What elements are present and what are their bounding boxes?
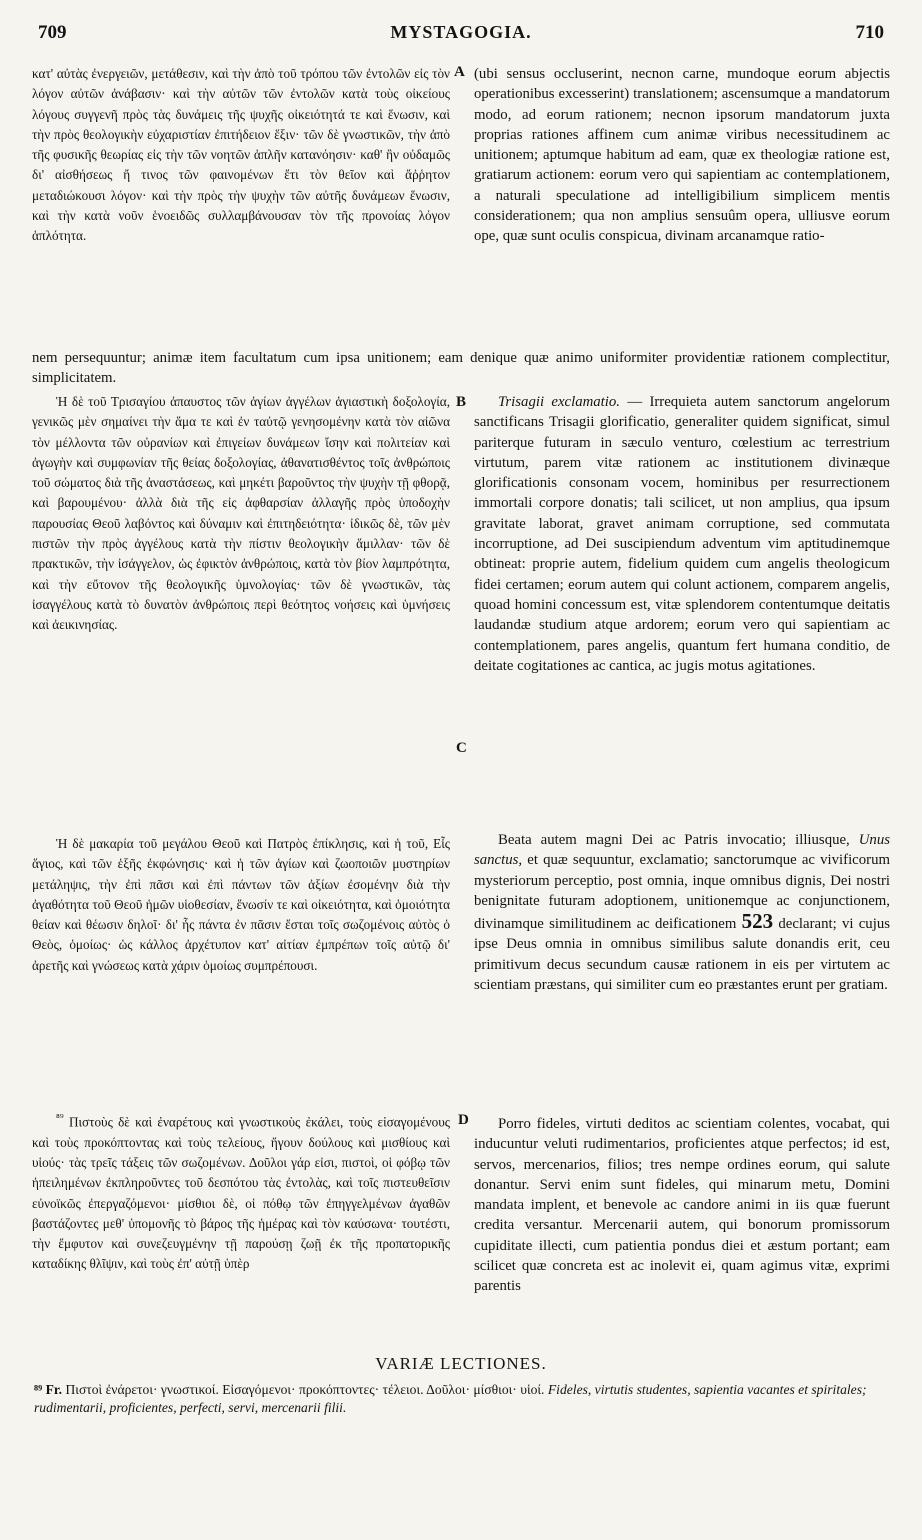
variae-lectiones-heading: VARIÆ LECTIONES. [375,1354,547,1373]
latin-paragraph: Porro fideles, virtuti deditos ac scientiam colentes, vocabat, qui inducuntur veluti rudimentarios, proficientes atque perfectos; id est, servos, mercenarios, filios; tres nempe ordines eorum, qui salute donantur. Servi enim sunt fideles, qui minarum metu, Domini mandata implent, et benevole ac candore animi in iis quæ fuerunt credita versantur. Mercenarii autem, qui bonorum promissorum cupiditate illecti, cum patientia pondus diei et æstum portant; eam scilicet quæ concreta est ac inolevit ei, quam agimus vitæ, exprimi parentis [474,1116,890,1295]
greek-paragraph: Ἡ δὲ μακαρία τοῦ μεγάλου Θεοῦ καὶ Πατρὸς ἐπίκλησις, καὶ ἡ τοῦ, Εἷς ἅγιος, καὶ τῶν ἑξῆς ἐκφώνησις· καὶ ἡ τῶν ἁγίων καὶ ζωοποιῶν μυστηρίων μετάληψις, τὴν ἐπὶ πᾶσι καὶ ἐπὶ πάντων τῶν ἀξίων ἐσομένην διὰ τὴν ἀγαθότητα τοῦ Θεοῦ ἡμῶν υἱοθεσίαν, ἕνωσίν τε καὶ οἰκειότητα, καὶ ὁμοιότητα θείαν καὶ θέωσιν δηλοῖ· δι' ἧς πάντα ἐν πᾶσιν ἔσται τοῖς σωζομένοις αὐτὸς ὁ Θεὸς, ὁμοίως· ὡς κάλλος ἀρχέτυπον κατ' αἰτίαν ἐμπρέπων τοῖς αὐτῷ δι' ἀρετῆς καὶ γνώσεως κατὰ χάριν ὁμοίως συμπρέπουσι. [32,836,450,973]
footnote-mark: ⁸⁹ [34,1382,43,1397]
full-width-continuation: nem persequuntur; animæ item facultatum cum ipsa unitionem; eam denique quæ animo uniformiter providentiæ rationem complectitur, simplicitatem. [32,350,890,387]
page-number-left: 709 [38,22,67,43]
section-title: Trisagii exclamatio. [498,394,620,410]
margin-marker-d: D [458,1112,469,1128]
latin-paragraph: (ubi sensus occluserint, necnon carne, mundoque eorum abjectis operationibus excesserint) translationem; ascensumque a mandatorum modo, ad eorum rationem; necnon ipsorum mandatorum juxta proprias rationes affinem cum animæ viribus necessitudinem ac unitionem; aptumque habitum ad eam, quæ ex theologiæ ratione est, gratiarum actionem: eorum vero qui sapientiam ac contemplationem, a naturali speculatione ad intelligibilium simplicem mentis considerationem; qua non amplius sensuûm opera, ulliusve eorum ope, quæ sunt oculis conspicua, divinam arcanamque ratio- [474,66,890,245]
margin-marker-c: C [456,740,467,756]
latin-text: — Irrequieta autem sanctorum angelorum sanctificans Trisagii glorificatio, generaliter quidem significat, simul pariterque futuram in sæculo venturo, cœlestium ac terrestrium virtutum, parem vitæ rationem ac institutionem divinæque glorificationis consonam vocem, hominibus per resurrectionem immortali corpore donatis; tali scilicet, ut non amplius, qua ipsum gravitate laborat, gravet animam corruptione, sed commutata incorruptione, ad Dei suscipiendum adventum vim aptitudinemque obtineat: proprie autem, fidelium quidem cum angelis theologicum fidei certamen; eorum autem qui colunt actionem, comparem angelis, quoad homini concessum est, vitæ splendorem contentumque deitatis laudandæ studium atque ardorem; eorum vero qui sapientiam ac contemplationem, pares angelis, quantum fert humana conditio, de deitate cogitationes ac cantica, ac jugis motus agitationes. [474,394,890,674]
footnote-label: Fr. [45,1382,63,1397]
footnote-latin: Fideles, virtutis studentes, sapientia vacantes et spiritales; rudimentarii, proficientes, perfecti, servi, mercenarii filii. [34,1382,867,1415]
latin-column-block-4 [474,1114,890,1297]
margin-marker-a: A [454,64,465,80]
footnote-greek: Πιστοὶ ἐνάρετοι· γνωστικοί. Εἰσαγόμενοι· προκόπτοντες· τέλειοι. Δοῦλοι· μίσθιοι· υἱοί. [65,1382,545,1397]
latin-column-block-2 [474,392,890,676]
latin-paragraph: Beata autem magni Dei ac Patris invocatio; illiusque, Unus sanctus, et quæ sequuntur, exclamatio; sanctorumque ac vivificorum mysteriorum perceptio, post omnia, inque omnibus dignis, Dei nostri benignitate futuram adoptionem, unitionemque ac conjunctionem, divinamque similitudinem ac deificationem 523 declarant; vi cujus ipse Deus omnia in omnibus similibus salute donandis erit, ceu primitivum decus secundum causæ rationem in eis per virtutem ac scientiam præstans, qui similiter cum eo præstantes erunt per gratiam. [474,832,890,994]
greek-column-block-3 [32,834,450,976]
italic-phrase: Unus sanctus, [474,832,890,869]
greek-paragraph: Ἡ δὲ τοῦ Τρισαγίου ἀπαυστος τῶν ἁγίων ἀγγέλων ἁγιαστικὴ δοξολογία, γενικῶς μὲν σημαίνει τὴν ἅμα τε καὶ ἐν ταὐτῷ γενησομένην κατὰ τὸν αἰῶνα τὸν μέλλοντα τῶν οὐρανίων καὶ ἐπιγείων δυνάμεων ἴσην καὶ πολιτείαν καὶ ἀγωγὴν καὶ συμφωνίαν τῆς θείας δοξολογίας, ἀθανατισθέντος τοῖς ἀνθρώποις τοῦ σώματος διὰ τῆς ἀναστάσεως, καὶ μηκέτι βαροῦντος τὴν ψυχὴν τῇ φθορᾷ, καὶ βαρουμένου· ἀλλὰ διὰ τῆς εἰς ἀφθαρσίαν ἀλλαγῆς πρὸς ὑποδοχὴν παρουσίας Θεοῦ λαβόντος καὶ δύναμιν καὶ ἐπιτηδειότητα· ἰδικῶς δὲ, τῶν μὲν πιστῶν τὴν πρὸς ἀγγέλους κατὰ τὴν πίστιν θεολογικὴν ἅμιλλαν· τῶν δὲ πρακτικῶν, τὴν ἰσάγγελον, ὡς ἐφικτὸν ἀνθρώποις, κατὰ τὸν βίον λαμπρότητα, καὶ τὴν εὔτονον τῆς θεολογικῆς ὑμνολογίας· τῶν δὲ γνωστικῶν, τὰς ἰσαγγέλους κατὰ τὸ δυνατὸν ἀνθρώποις περὶ θεότητος νοήσεις καὶ ὑμνήσεις καὶ ἀεικινησίας. [32,394,450,633]
patrologia-column-number: 523 [741,909,774,934]
greek-paragraph: κατ' αὐτὰς ἐνεργειῶν, μετάθεσιν, καὶ τὴν ἀπὸ τοῦ τρόπου τῶν ἐντολῶν εἰς τὸν λόγον αὐτῶν ἀνάβασιν· καὶ τὴν αὐτῶν τῶν ἐντολῶν κατὰ τοὺς οἰκείους λόγους συγγενῆ πρὸς τὰς δυνάμεις τῆς ψυχῆς οἰκειότητά τε καὶ ἕνωσιν, καὶ τὴν πρὸς θεολογικὴν εὐχαριστίαν ἐπιτήδειον ἕξιν· τῶν δὲ γνωστικῶν, τὴν ἀπὸ τῆς φυσικῆς θεωρίας εἰς τὴν τῶν νοητῶν ἁπλῆν κατανόησιν· καθ' ἣν οὐδαμῶς δι' αἰσθήσεως ἤ τινος τῶν φαινομένων ἔτι τὸν θεῖον καὶ ἄῤῥητον μεταδιώκουσι λόγον· καὶ τὴν πρὸς τὴν ψυχὴν τῶν αὐτῆς δυνάμεων ἕνωσιν, καὶ τὴν κατὰ νοῦν ἑνοειδῶς συλλαμβάνουσαν τὸν τῆς προνοίας λόγον ἁπλότητα. [32,66,450,244]
margin-marker-b: B [456,394,467,410]
latin-paragraph [474,392,890,676]
running-title: MYSTAGOGIA. [390,22,532,42]
variant-readings [34,1381,890,1417]
latin-column-block-1 [474,64,890,247]
footnote-reference: ⁸⁹ [56,1112,64,1124]
greek-column-block-4 [32,1108,450,1275]
page-number-right: 710 [855,22,884,43]
greek-paragraph: $^{^{89}}$ Πιστοὺς δὲ καὶ ἐναρέτους καὶ γνωστικοὺς ἐκάλει, τοὺς εἰσαγομένους καὶ τοὺς προκόπτοντας καὶ τοὺς τελείους, ἤγουν δούλους καὶ μισθίους καὶ υἱούς· τὰς τρεῖς τάξεις τῶν σωζομένων. Δοῦλοι γάρ εἰσι, πιστοὶ, οἱ φόβῳ τῶν ἠπειλημένων ἐκπληροῦντες τοῦ δεσπότου τὰς ἐντολὰς, καὶ τοῖς πιστευθεῖσιν εὐνοϊκῶς ἐπεργαζόμενοι· μίσθιοι δὲ, οἱ πόθῳ τῶν ἐπηγγελμένων ἀγαθῶν βαστάζοντες μεθ' ὑπομονῆς τὸ βάρος τῆς ἡμέρας καὶ τὸν καύσωνα· τουτέστι, τὴν ἔμφυτον καὶ συνεζευγμένην τῇ παρούσῃ ζωῇ ἐκ τῆς προπατορικῆς καταδίκης θλῖψιν, καὶ τοὺς ἐπ' αὐτῇ ὑπὲρ [32,1112,450,1272]
greek-column-block-1 [32,64,450,247]
latin-column-block-3 [474,830,890,995]
greek-column-block-2 [32,392,450,636]
